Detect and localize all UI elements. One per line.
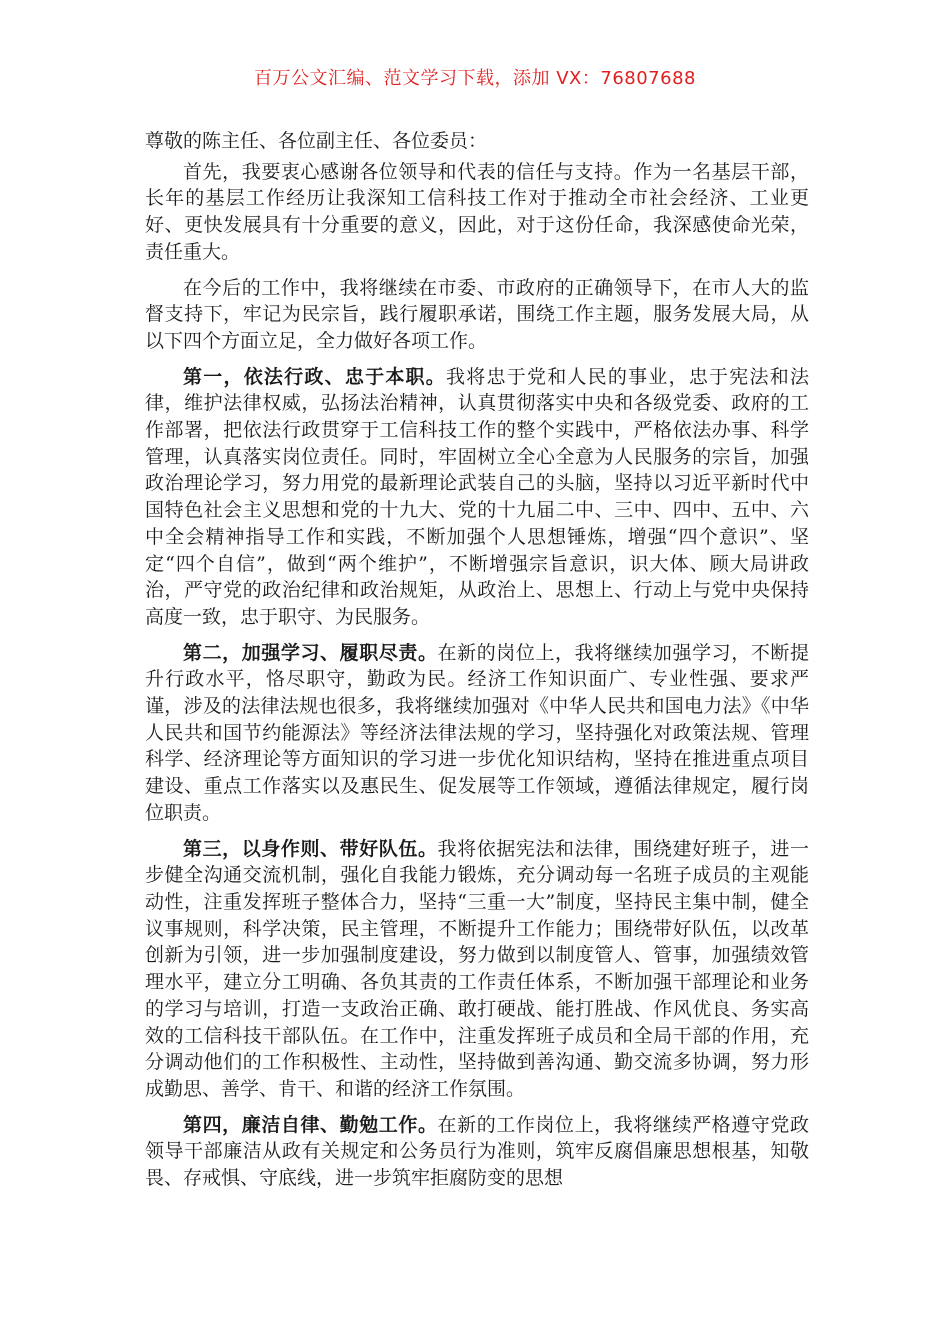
paragraph-text: 我将忠于党和人民的事业，忠于宪法和法律，维护法律权威，弘扬法治精神，认真贯彻落实中央和各级党委、政府的工作部署，把依法行政贯穿于工信科技工作的整个实践中，严格依法办事、科学管理，认真落实岗位责任。同时，牢固树立全心全意为人民服务的宗旨，加强政治理论学习，努力用党的最新理论武装自己的头脑，坚持以习近平新时代中国特色社会主义思想和党的十九大、党的十九届二中、三中、四中、五中、六中全会精神指导工作和实践，不断加强个人思想锤炼，增强“四个意识”、坚定“四个自信”，做到“两个维护”，不断增强宗旨意识，识大体、顾大局讲政治，严守党的政治纪律和政治规矩，从政治上、思想上、行动上与党中央保持高度一致，忠于职守、为民服务。 [145,365,809,628]
paragraph-lead: 第一，依法行政、忠于本职。 [183,365,447,388]
paragraph-lead: 第三，以身作则、带好队伍。 [183,837,438,860]
paragraph-text: 我将依据宪法和法律，围绕建好班子，进一步健全沟通交流机制，强化自我能力锻炼，充分调动每一名班子成员的主观能动性，注重发挥班子整体合力，坚持“三重一大”制度，坚持民主集中制，健全议事规则，科学决策，民主管理，不断提升工作能力；围绕带好队伍，以改革创新为引领，进一步加强制度建设，努力做到以制度管人、管事，加强绩效管理水平，建立分工明确、各负其责的工作责任体系，不断加强干部理论和业务的学习与培训，打造一支政治正确、敢打硬战、能打胜战、作风优良、务实高效的工信科技干部队伍。在工作中，注重发挥班子成员和全局干部的作用，充分调动他们的工作积极性、主动性，坚持做到善沟通、勤交流多协调，努力形成勤思、善学、肯干、和谐的经济工作氛围。 [145,837,809,1100]
paragraph-text: 在新的工作岗位上，我将继续严格遵守党政领导干部廉洁从政有关规定和公务员行为准则，筑牢反腐倡廉思想根基，知敬畏、存戒惧、守底线，进一步筑牢拒腐防变的思想 [145,1113,809,1190]
document-body [145,128,809,1201]
paragraph-text: 首先，我要衷心感谢各位领导和代表的信任与支持。作为一名基层干部，长年的基层工作经历让我深知工信科技工作对于推动全市社会经济、工业更好、更快发展具有十分重要的意义，因此，对于这份任命，我深感使命光荣，责任重大。 [145,160,809,263]
paragraph-lead: 第二，加强学习、履职尽责。 [183,641,438,664]
download-notice-header: 百万公文汇编、范文学习下载，添加 VX：76807688 [254,68,696,89]
paragraph-lead: 第四，廉洁自律、勤勉工作。 [183,1113,438,1136]
paragraph-third-point [145,836,809,1103]
paragraph-first-point [145,364,809,631]
paragraph-text: 在新的岗位上，我将继续加强学习，不断提升行政水平，恪尽职守，勤政为民。经济工作知识面广、专业性强、要求严谨，涉及的法律法规也很多，我将继续加强对《中华人民共和国电力法》《中华人民共和国节约能源法》等经济法律法规的学习，坚持强化对政策法规、管理科学、经济理论等方面知识的学习进一步优化知识结构，坚持在推进重点项目建设、重点工作落实以及惠民生、促发展等工作领域，遵循法律规定，履行岗位职责。 [145,641,809,824]
salutation: 尊敬的陈主任、各位副主任、各位委员： [145,130,488,152]
paragraph-text: 在今后的工作中，我将继续在市委、市政府的正确领导下，在市人大的监督支持下，牢记为民宗旨，践行履职承诺，围绕工作主题，服务发展大局，从以下四个方面立足，全力做好各项工作。 [145,276,809,352]
paragraph-commitment [145,275,809,355]
paragraph-second-point [145,640,809,827]
paragraph-gratitude [145,159,809,266]
paragraph-fourth-point [145,1112,809,1192]
